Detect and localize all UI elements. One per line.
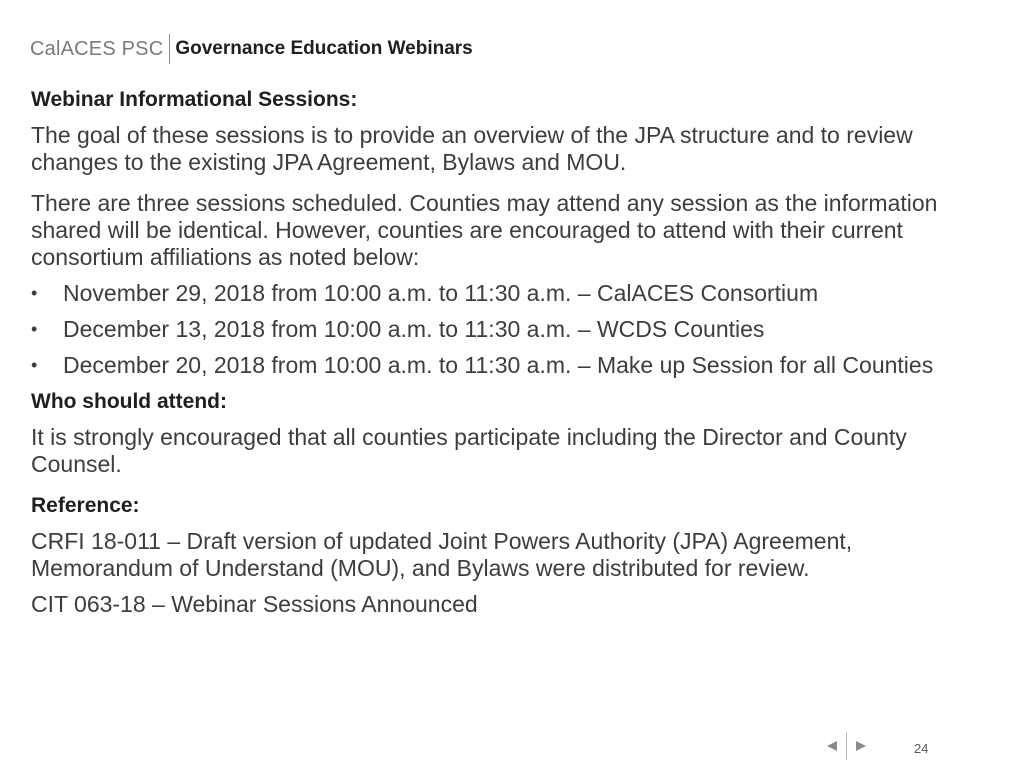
bullet-icon: • <box>31 283 38 303</box>
sessions-heading: Webinar Informational Sessions: <box>31 88 358 111</box>
brand-name: CalACES PSC <box>30 37 164 60</box>
header-title: Governance Education Webinars <box>175 38 473 59</box>
reference-item-crfi: CRFI 18-011 – Draft version of updated Joint Powers Authority (JPA) Agreement, Memorandum of Understand (MOU), and Bylaws were distributed for review. <box>31 528 853 581</box>
session-text: November 29, 2018 from 10:00 a.m. to 11:30 a.m. – CalACES Consortium <box>63 280 819 306</box>
goal-paragraph: The goal of these sessions is to provide an overview of the JPA structure and to review changes to the existing JPA Agreement, Bylaws and MOU. <box>31 122 913 175</box>
slide-navigation <box>824 732 869 760</box>
triangle-left-icon <box>826 740 838 752</box>
attend-paragraph: It is strongly encouraged that all counties participate including the Director and County Counsel. <box>31 424 907 477</box>
attend-heading: Who should attend: <box>31 390 227 413</box>
slide-header <box>30 34 473 64</box>
slide-body <box>31 86 991 618</box>
next-slide-button[interactable] <box>853 738 869 754</box>
list-item <box>31 280 991 307</box>
reference-item-cit: CIT 063-18 – Webinar Sessions Announced <box>31 591 478 617</box>
session-text: December 20, 2018 from 10:00 a.m. to 11:30 a.m. – Make up Session for all Counties <box>63 352 934 378</box>
session-list <box>31 280 991 379</box>
list-item <box>31 352 991 379</box>
list-item <box>31 316 991 343</box>
triangle-right-icon <box>855 740 867 752</box>
page-number: 24 <box>914 741 929 756</box>
session-text: December 13, 2018 from 10:00 a.m. to 11:30 a.m. – WCDS Counties <box>63 316 765 342</box>
previous-slide-button[interactable] <box>824 738 840 754</box>
reference-heading: Reference: <box>31 494 140 517</box>
schedule-paragraph: There are three sessions scheduled. Counties may attend any session as the information shared will be identical. However, counties are encouraged to attend with their current consortium affiliations as noted below: <box>31 190 938 270</box>
bullet-icon: • <box>31 319 38 339</box>
header-divider <box>169 34 170 64</box>
nav-divider <box>846 732 847 760</box>
bullet-icon: • <box>31 355 38 375</box>
